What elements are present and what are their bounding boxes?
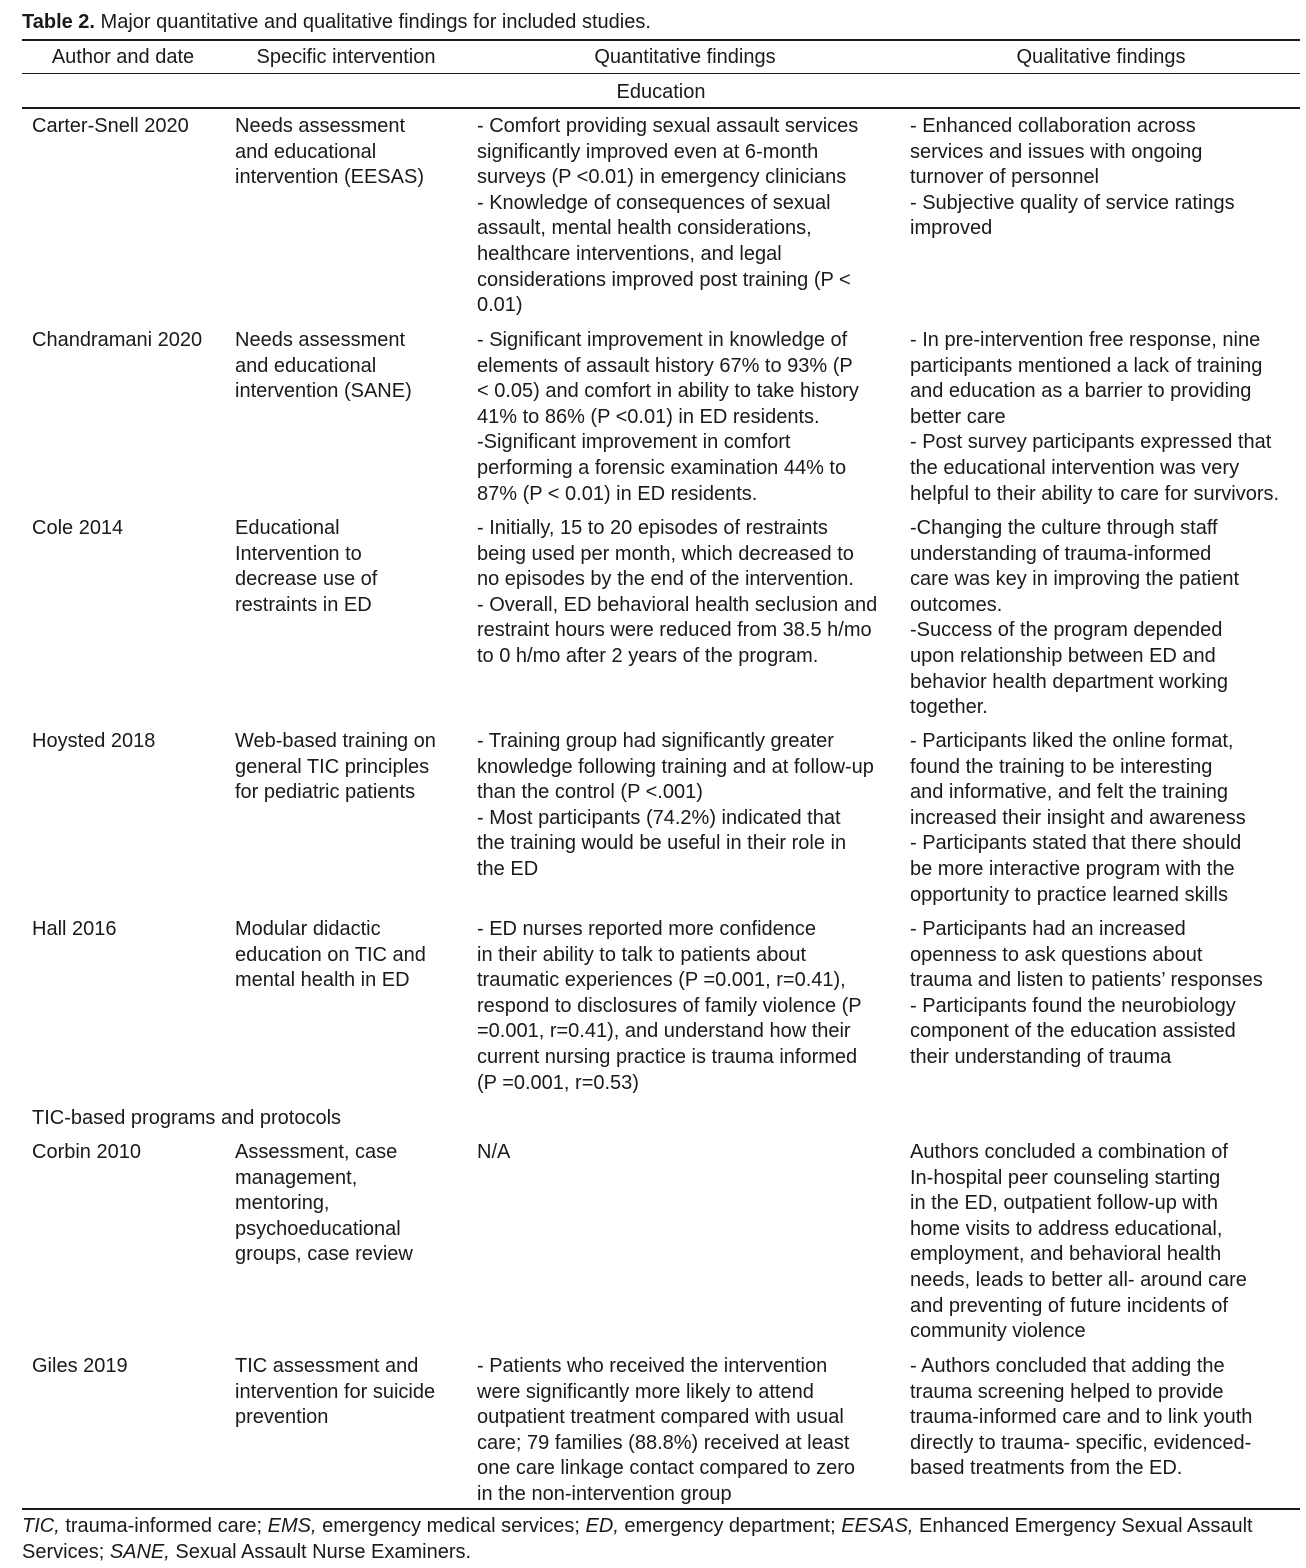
qualitative-cell: - In pre-intervention free response, nine participants mentioned a lack of training and education as a barrier to providing better care - Post survey participants expressed that the educational intervention was very helpful to their ability to care for survivors. bbox=[910, 329, 1280, 505]
qualitative-cell: Authors concluded a combination of In-hospital peer counseling starting in the ED, outpatient follow-up with home visits to address educational, employment, and behavioral health needs, leads to better all- around care and preventing of future incidents of community violence bbox=[910, 1141, 1247, 1343]
section-tic-programs: TIC-based programs and protocols bbox=[32, 1107, 342, 1129]
author-cell: Carter-Snell 2020 bbox=[32, 115, 189, 137]
author-cell: Hall 2016 bbox=[32, 918, 117, 940]
qualitative-cell: - Authors concluded that adding the trauma screening helped to provide trauma-informed care and to link youth directly to trauma- specific, evidenced- based treatments from the ED. bbox=[910, 1355, 1253, 1480]
header-qualitative: Qualitative findings bbox=[1016, 46, 1186, 68]
intervention-cell: TIC assessment and intervention for suicide prevention bbox=[235, 1355, 436, 1429]
quantitative-cell: - Comfort providing sexual assault services significantly improved even at 6-month surveys (P <0.01) in emergency clinicians - Knowledge of consequences of sexual assault, mental health considerations, healthcare interventions, and legal considerations improved post training (P < 0.01) bbox=[477, 115, 859, 317]
bottom-rule bbox=[22, 1508, 1300, 1510]
footnote-def: Enhanced Emergency Sexual Assault Services; bbox=[22, 1515, 1253, 1563]
top-rule bbox=[22, 39, 1300, 41]
author-cell: Hoysted 2018 bbox=[32, 730, 156, 752]
table-caption-label: Table 2. bbox=[22, 11, 95, 33]
qualitative-cell: - Participants liked the online format, found the training to be interesting and informative, and felt the training increased their insight and awareness - Participants stated that there should be more interactive program with the opportunity to practice learned skills bbox=[910, 730, 1246, 906]
intervention-cell: Modular didactic education on TIC and mental health in ED bbox=[235, 918, 426, 992]
qualitative-cell: - Enhanced collaboration across services and issues with ongoing turnover of personnel - Subjective quality of service ratings improved bbox=[910, 115, 1235, 240]
footnote-def: emergency medical services; bbox=[316, 1515, 586, 1537]
footnote-abbr: SANE, bbox=[109, 1540, 170, 1563]
qualitative-cell: -Changing the culture through staff understanding of trauma-informed care was key in improving the patient outcomes. -Success of the program depended upon relationship between ED and behavior health department working together. bbox=[910, 517, 1240, 719]
header-author: Author and date bbox=[51, 46, 195, 68]
header-quantitative: Quantitative findings bbox=[594, 46, 776, 68]
quantitative-cell: - Significant improvement in knowledge of elements of assault history 67% to 93% (P < 0.05) and comfort in ability to take history 41% to 86% (P <0.01) in ED residents. -Significant improvement in comfort performing a forensic examination 44% to 87% (P < 0.01) in ED residents. bbox=[477, 329, 859, 505]
intervention-cell: Educational Intervention to decrease use of restraints in ED bbox=[235, 517, 378, 616]
header-intervention: Specific intervention bbox=[256, 46, 436, 68]
table-caption bbox=[22, 9, 651, 35]
intervention-cell: Web-based training on general TIC principles for pediatric patients bbox=[235, 730, 436, 804]
author-cell: Cole 2014 bbox=[32, 517, 124, 539]
section-rule bbox=[22, 107, 1300, 109]
author-cell: Chandramani 2020 bbox=[32, 329, 203, 351]
footnote-def: trauma-informed care; bbox=[59, 1515, 268, 1537]
footnote-abbr: EESAS, bbox=[841, 1515, 914, 1537]
footnote-def: Sexual Assault Nurse Examiners. bbox=[169, 1540, 472, 1563]
footnote-abbr: EMS, bbox=[267, 1515, 317, 1537]
footnote-def: emergency department; bbox=[618, 1515, 842, 1537]
intervention-cell: Assessment, case management, mentoring, psychoeducational groups, case review bbox=[235, 1141, 413, 1266]
author-cell: Giles 2019 bbox=[32, 1355, 128, 1377]
quantitative-cell: - Initially, 15 to 20 episodes of restraints being used per month, which decreased to no episodes by the end of the intervention. - Overall, ED behavioral health seclusion and restraint hours were reduced from 38.5 h/mo to 0 h/mo after 2 years of the program. bbox=[477, 517, 878, 667]
section-education: Education bbox=[616, 81, 706, 103]
footnote-abbr: ED, bbox=[585, 1515, 619, 1537]
intervention-cell: Needs assessment and educational intervention (SANE) bbox=[235, 329, 412, 403]
quantitative-cell: - Patients who received the intervention were significantly more likely to attend outpatient treatment compared with usual care; 79 families (88.8%) received at least one care linkage contact compared to zero in the non-intervention group bbox=[477, 1355, 855, 1505]
header-rule bbox=[22, 73, 1300, 74]
quantitative-cell: - Training group had significantly greater knowledge following training and at follow-up than the control (P <.001) - Most participants (74.2%) indicated that the training would be useful in their role in the ED bbox=[477, 730, 874, 880]
quantitative-cell: - ED nurses reported more confidence in their ability to talk to patients about traumatic experiences (P =0.001, r=0.41), respond to disclosures of family violence (P =0.001, r=0.41), and understand how their current nursing practice is trauma informed (P =0.001, r=0.53) bbox=[477, 918, 862, 1094]
table-caption-text: Major quantitative and qualitative findings for included studies. bbox=[95, 11, 651, 33]
intervention-cell: Needs assessment and educational intervention (EESAS) bbox=[235, 115, 424, 189]
qualitative-cell: - Participants had an increased openness to ask questions about trauma and listen to patients’ responses - Participants found the neurobiology component of the education assisted their understanding of trauma bbox=[910, 918, 1263, 1068]
author-cell: Corbin 2010 bbox=[32, 1141, 141, 1163]
footnote-abbr: TIC, bbox=[22, 1515, 60, 1537]
quantitative-cell: N/A bbox=[477, 1141, 511, 1163]
table-footnote bbox=[22, 1514, 1300, 1565]
